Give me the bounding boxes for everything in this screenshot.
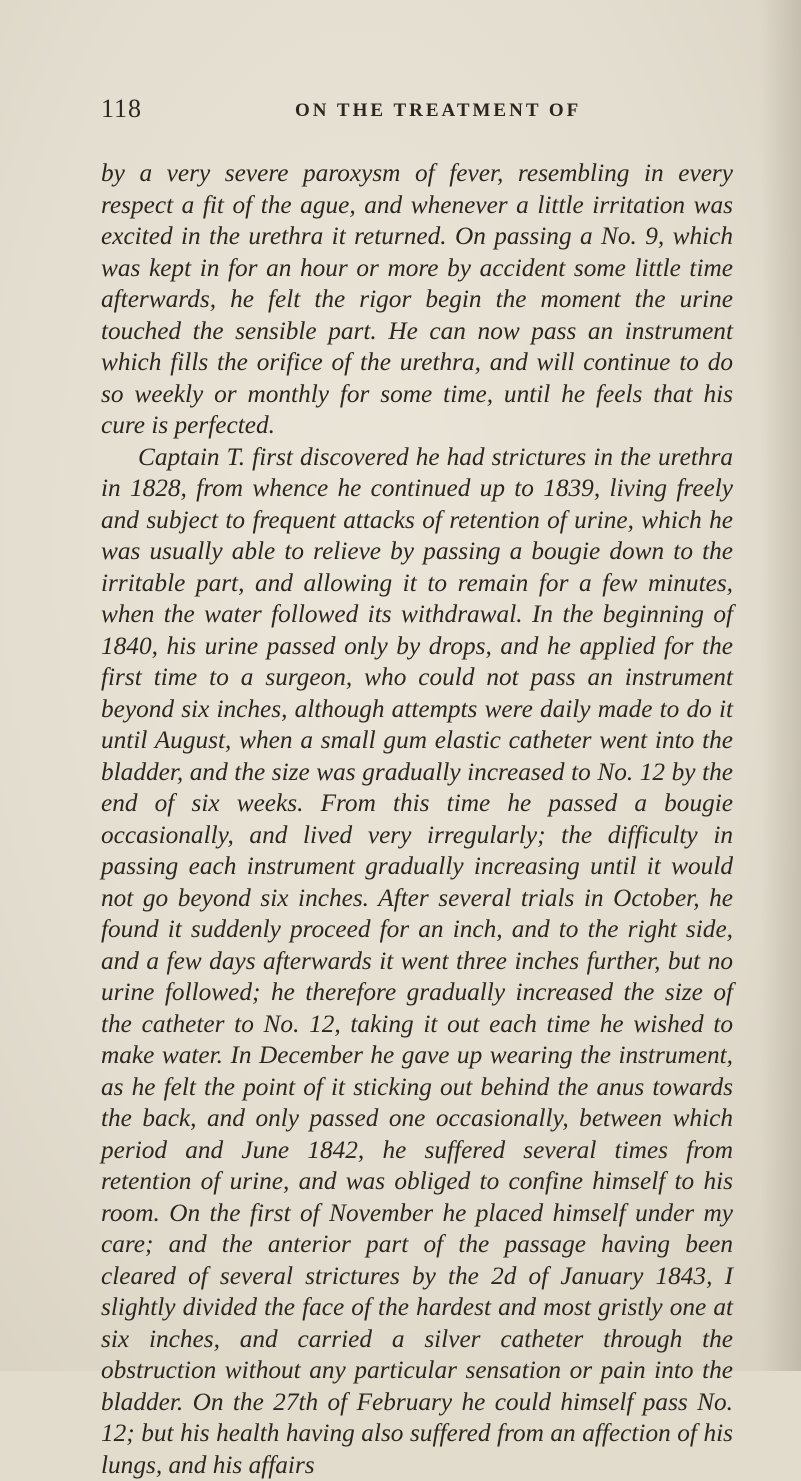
paragraph: by a very severe paroxysm of fever, resembling in every respect a fit of the ague, and whenever a little irritation was excited in the urethra it returned. On passing a No. 9, which was kept in for an hour or more by accident some little time afterwards, he felt the rigor begin the moment the urine touched the sensible part. He can now pass an instrument which fills the orifice of the urethra, and will continue to do so weekly or monthly for some time, until he feels that his cure is perfected. <box>101 158 733 442</box>
page-header <box>101 94 701 130</box>
body-text <box>101 158 733 1481</box>
running-head: ON THE TREATMENT OF <box>295 100 581 122</box>
page-edge-shadow <box>761 0 801 1371</box>
paragraph: Captain T. first discovered he had strictures in the urethra in 1828, from whence he continued up to 1839, living freely and subject to frequent attacks of retention of urine, which he was usually able to relieve by passing a bougie down to the irritable part, and allowing it to remain for a few minutes, when the water followed its withdrawal. In the beginning of 1840, his urine passed only by drops, and he applied for the first time to a surgeon, who could not pass an instrument beyond six inches, although attempts were daily made to do it until August, when a small gum elastic catheter went into the bladder, and the size was gradually increased to No. 12 by the end of six weeks. From this time he passed a bougie occasionally, and lived very irregularly; the difficulty in passing each instrument gradually increasing until it would not go beyond six inches. After several trials in October, he found it suddenly proceed for an inch, and to the right side, and a few days afterwards it went three inches further, but no urine followed; he therefore gradually increased the size of the catheter to No. 12, taking it out each time he wished to make water. In December he gave up wearing the instrument, as he felt the point of it sticking out behind the anus towards the back, and only passed one occasionally, between which period and June 1842, he suffered several times from retention of urine, and was obliged to confine himself to his room. On the first of November he placed himself under my care; and the anterior part of the passage having been cleared of several strictures by the 2d of January 1843, I slightly divided the face of the hardest and most gristly one at six inches, and carried a silver catheter through the obstruction without any particular sensation or pain into the bladder. On the 27th of February he could himself pass No. 12; but his health having also suffered from an affection of his lungs, and his affairs <box>101 442 733 1481</box>
page-number: 118 <box>101 94 142 124</box>
